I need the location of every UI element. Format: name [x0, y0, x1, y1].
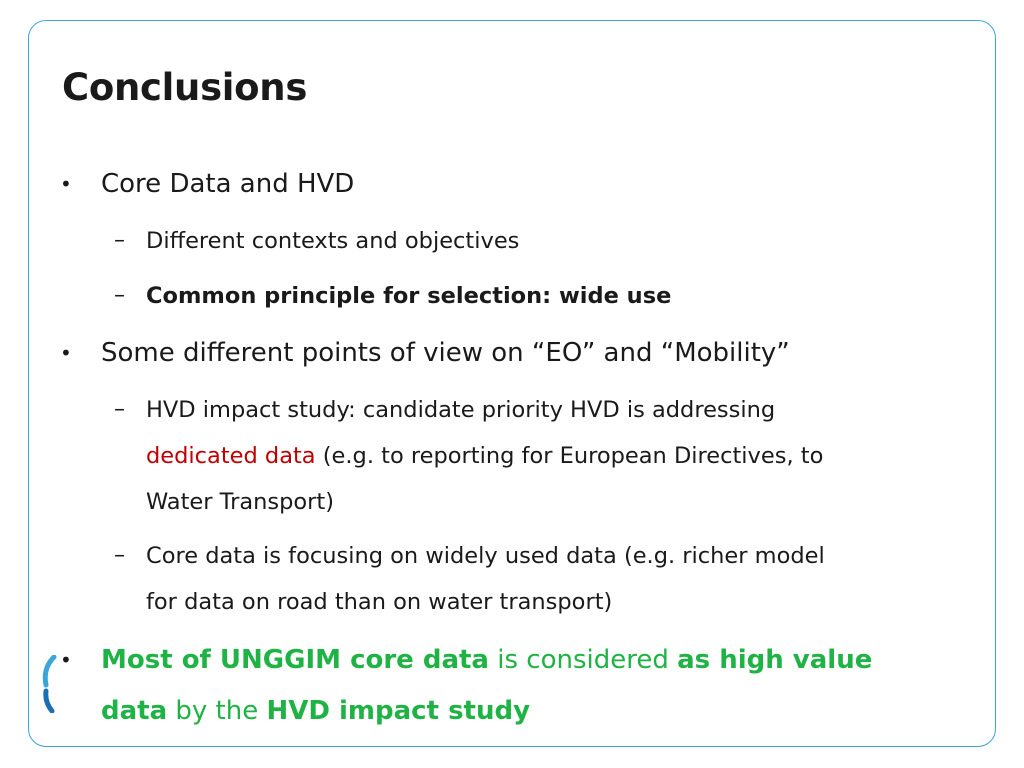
en-dash-icon: –: [114, 283, 125, 308]
sub-bullet-core-data-focus: [146, 533, 946, 625]
bold-text: as high value: [677, 645, 873, 675]
sub-bullet-common-principle: Common principle for selection: wide use: [146, 283, 672, 309]
sub-bullet-line: HVD impact study: candidate priority HVD is addressing: [146, 397, 776, 423]
bullet-points-of-view: Some different points of view on “EO” and “Mobility”: [101, 338, 790, 368]
bold-text: data: [101, 696, 168, 726]
bullet-core-data-hvd: Core Data and HVD: [101, 169, 355, 199]
plain-text: by the: [167, 696, 267, 726]
sub-bullet-hvd-impact-study: [146, 387, 946, 525]
en-dash-icon: –: [114, 228, 125, 253]
sub-bullet-line: Core data is focusing on widely used data (e.g. richer model: [146, 543, 825, 569]
sub-bullet-different-contexts: Different contexts and objectives: [146, 228, 520, 254]
bold-text: HVD impact study: [266, 696, 531, 726]
logo-fragment-icon: [40, 655, 62, 713]
en-dash-icon: –: [114, 543, 125, 568]
plain-text: is considered: [488, 645, 678, 675]
sub-bullet-text: (e.g. to reporting for European Directives, to: [315, 443, 824, 469]
dedicated-data-highlight: dedicated data: [146, 443, 316, 469]
bullet-line: [101, 686, 961, 737]
sub-bullet-line: [146, 433, 946, 479]
bold-text: Most of UNGGIM core data: [101, 645, 489, 675]
en-dash-icon: –: [114, 397, 125, 422]
sub-bullet-line: for data on road than on water transport): [146, 589, 613, 615]
bullet-line: [101, 635, 961, 686]
bullet-unggim-high-value: [101, 635, 961, 737]
slide-title: Conclusions: [62, 66, 308, 109]
sub-bullet-line: Water Transport): [146, 489, 335, 515]
